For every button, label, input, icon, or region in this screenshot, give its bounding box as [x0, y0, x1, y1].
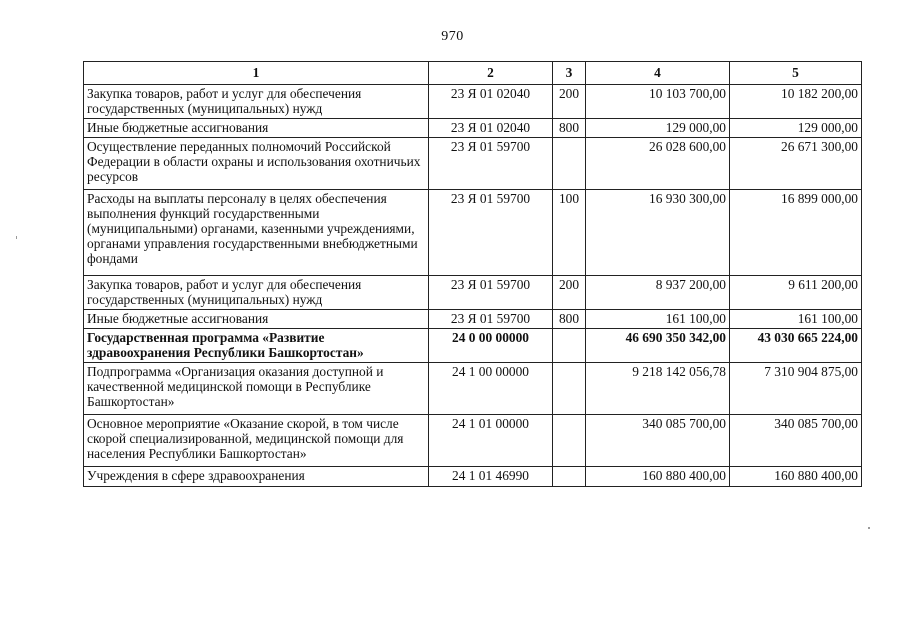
row-code: 24 1 00 00000	[429, 363, 553, 415]
row-type: 100	[553, 190, 586, 276]
scan-speck	[868, 527, 870, 529]
table-row	[84, 363, 862, 415]
row-name: Расходы на выплаты персоналу в целях обеспечения выполнения функций государственными (муниципальными) органами, казенными учреждениями, органами управления государственными внебюджетными фондами	[84, 190, 429, 276]
row-value-1: 8 937 200,00	[586, 276, 730, 310]
header-col-3: 3	[553, 62, 586, 85]
row-name: Государственная программа «Развитие здравоохранения Республики Башкортостан»	[84, 329, 429, 363]
row-type	[553, 329, 586, 363]
table-row	[84, 415, 862, 467]
row-value-1: 160 880 400,00	[586, 467, 730, 487]
row-value-1: 16 930 300,00	[586, 190, 730, 276]
table-row	[84, 467, 862, 487]
header-col-5: 5	[730, 62, 862, 85]
row-code: 23 Я 01 02040	[429, 85, 553, 119]
row-name: Осуществление переданных полномочий Российской Федерации в области охраны и использования охотничьих ресурсов	[84, 138, 429, 190]
row-type: 200	[553, 85, 586, 119]
table-row	[84, 119, 862, 138]
row-type	[553, 415, 586, 467]
table-row	[84, 85, 862, 119]
row-name: Закупка товаров, работ и услуг для обеспечения государственных (муниципальных) нужд	[84, 276, 429, 310]
header-col-1: 1	[84, 62, 429, 85]
row-value-2: 16 899 000,00	[730, 190, 862, 276]
row-name: Учреждения в сфере здравоохранения	[84, 467, 429, 487]
row-value-2: 26 671 300,00	[730, 138, 862, 190]
row-value-2: 43 030 665 224,00	[730, 329, 862, 363]
table-row-program	[84, 329, 862, 363]
row-value-2: 9 611 200,00	[730, 276, 862, 310]
row-value-1: 10 103 700,00	[586, 85, 730, 119]
header-row	[84, 62, 862, 85]
row-value-2: 7 310 904 875,00	[730, 363, 862, 415]
row-value-1: 161 100,00	[586, 310, 730, 329]
row-name: Основное мероприятие «Оказание скорой, в том числе скорой специализированной, медицинской помощи для населения Республики Башкортостан»	[84, 415, 429, 467]
row-value-2: 129 000,00	[730, 119, 862, 138]
scan-speck	[16, 236, 17, 239]
row-code: 24 1 01 46990	[429, 467, 553, 487]
row-name: Иные бюджетные ассигнования	[84, 119, 429, 138]
row-code: 24 0 00 00000	[429, 329, 553, 363]
row-type: 800	[553, 310, 586, 329]
table-row	[84, 190, 862, 276]
row-code: 24 1 01 00000	[429, 415, 553, 467]
row-value-1: 9 218 142 056,78	[586, 363, 730, 415]
row-value-2: 160 880 400,00	[730, 467, 862, 487]
row-code: 23 Я 01 59700	[429, 310, 553, 329]
table-row	[84, 276, 862, 310]
row-name: Иные бюджетные ассигнования	[84, 310, 429, 329]
row-code: 23 Я 01 02040	[429, 119, 553, 138]
row-type	[553, 363, 586, 415]
budget-table	[83, 61, 862, 487]
row-value-2: 161 100,00	[730, 310, 862, 329]
header-col-2: 2	[429, 62, 553, 85]
row-value-2: 340 085 700,00	[730, 415, 862, 467]
row-code: 23 Я 01 59700	[429, 190, 553, 276]
header-col-4: 4	[586, 62, 730, 85]
row-type	[553, 138, 586, 190]
table-row	[84, 138, 862, 190]
row-name: Подпрограмма «Организация оказания доступной и качественной медицинской помощи в Республике Башкортостан»	[84, 363, 429, 415]
row-value-1: 46 690 350 342,00	[586, 329, 730, 363]
row-value-2: 10 182 200,00	[730, 85, 862, 119]
table-row	[84, 310, 862, 329]
row-value-1: 26 028 600,00	[586, 138, 730, 190]
page-number: 970	[441, 29, 464, 44]
row-value-1: 129 000,00	[586, 119, 730, 138]
row-type	[553, 467, 586, 487]
row-type: 800	[553, 119, 586, 138]
row-name: Закупка товаров, работ и услуг для обеспечения государственных (муниципальных) нужд	[84, 85, 429, 119]
row-type: 200	[553, 276, 586, 310]
row-value-1: 340 085 700,00	[586, 415, 730, 467]
row-code: 23 Я 01 59700	[429, 138, 553, 190]
row-code: 23 Я 01 59700	[429, 276, 553, 310]
